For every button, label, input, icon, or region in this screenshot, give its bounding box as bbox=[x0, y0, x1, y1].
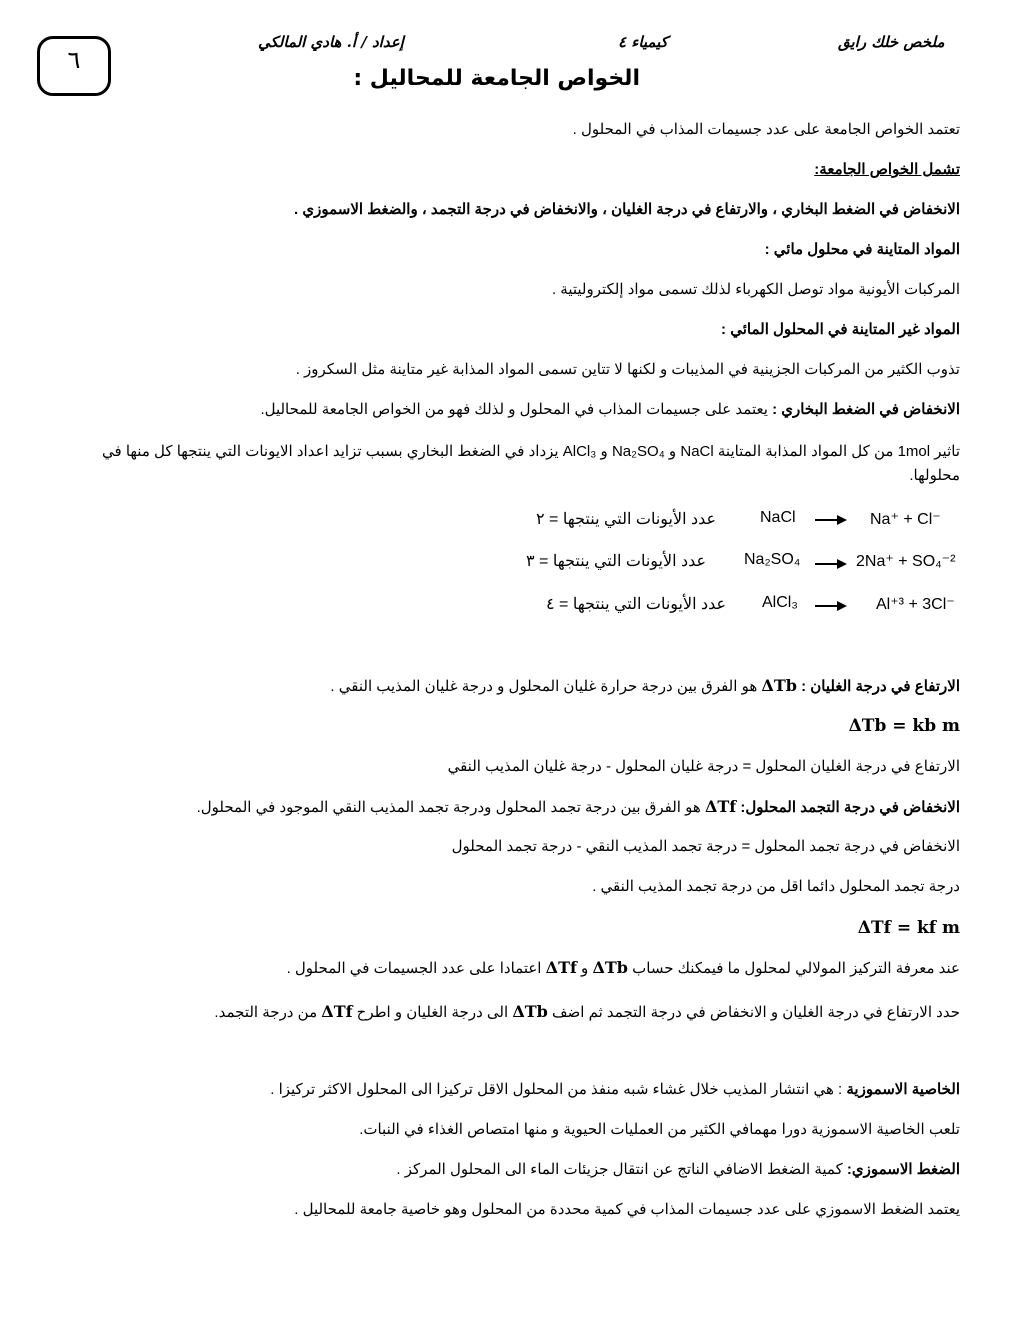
reaction-arrow-icon bbox=[815, 514, 847, 526]
procedure-text-c: من درجة التجمد. bbox=[214, 1004, 322, 1021]
properties-heading: تشمل الخواص الجامعة: bbox=[814, 161, 960, 178]
osmotic-pressure-note: يعتمد الضغط الاسموزي على عدد جسيمات المذاب في كمية محددة من المحلول وهو خاصية جامعة للمحاليل . bbox=[294, 1201, 960, 1218]
osmotic-pressure-line bbox=[396, 1160, 960, 1180]
osmosis-role-line: تلعب الخاصية الاسموزية دورا مهمافي الكثير من العمليات الحيوية و منها امتصاص الغذاء في النبات. bbox=[359, 1121, 960, 1138]
equation-products: Na⁺ + Cl⁻ bbox=[870, 511, 941, 528]
procedure-line bbox=[214, 1002, 960, 1023]
vapor-pressure-definition: يعتمد على جسيمات المذاب في المحلول و لذلك فهو من الخواص الجامعة للمحاليل. bbox=[260, 401, 773, 418]
osmosis-definition: : هي انتشار المذيب خلال غشاء شبه منفذ من المحلول الاقل تركيزا الى المحلول الاكثر تركيزا . bbox=[270, 1081, 847, 1098]
boiling-elevation-relation: الارتفاع في درجة الغليان المحلول = درجة غليان المحلول - درجة غليان المذيب النقي bbox=[447, 758, 960, 775]
delta-tf-symbol: ΔTf bbox=[545, 958, 577, 977]
freezing-point-term: الانخفاض في درجة التجمد المحلول: bbox=[740, 799, 960, 816]
molality-line bbox=[287, 958, 960, 979]
page-title: الخواص الجامعة للمحاليل : bbox=[353, 66, 640, 91]
ion-effect-paragraph: تاثير 1mol من كل المواد المذابة المتاينة NaCl و Na₂SO₄ و AlCl₃ يزداد في الضغط البخاري بسبب تزايد اعداد الايونات التي ينتجها كل منها في محلولها. bbox=[101, 443, 960, 484]
osmotic-pressure-term: الضغط الاسموزي: bbox=[846, 1161, 960, 1178]
molality-text-a: عند معرفة التركيز المولالي لمحلول ما فيمكنك حساب bbox=[627, 960, 960, 977]
freezing-point-definition: هو الفرق بين درجة تجمد المحلول ودرجة تجمد المذيب النقي الموجود في المحلول. bbox=[196, 799, 705, 816]
vapor-pressure-term: الانخفاض في الضغط البخاري : bbox=[772, 401, 960, 418]
reaction-arrow-icon bbox=[815, 600, 847, 612]
nonionized-text: تذوب الكثير من المركبات الجزينية في المذيبات و لكنها لا تتاين تسمى المواد المذابة غير متاينة مثل السكروز . bbox=[295, 361, 960, 378]
intro-line: تعتمد الخواص الجامعة على عدد جسيمات المذاب في المحلول . bbox=[572, 121, 960, 138]
molality-text-c: اعتمادا على عدد الجسيمات في المحلول . bbox=[286, 960, 546, 977]
freezing-point-note: درجة تجمد المحلول دائما اقل من درجة تجمد المذيب النقي . bbox=[592, 878, 960, 895]
equation-products: Al⁺³ + 3Cl⁻ bbox=[876, 596, 955, 613]
ion-count-label: عدد الأيونات التي ينتجها = ٢ bbox=[536, 511, 717, 528]
nonionized-heading: المواد غير المتاينة في المحلول المائي : bbox=[721, 321, 960, 338]
page-number-badge: ٦ bbox=[37, 36, 111, 96]
subject-header: كيمياء ٤ bbox=[618, 33, 668, 51]
boiling-point-line bbox=[330, 676, 960, 697]
ionized-heading: المواد المتاينة في محلول مائي : bbox=[764, 241, 960, 258]
delta-tb-symbol: ΔTb bbox=[761, 676, 797, 695]
vapor-pressure-line bbox=[260, 400, 960, 420]
properties-list: الانخفاض في الضغط البخاري ، والارتفاع في درجة الغليان ، والانخفاض في درجة التجمد ، والضغط الاسموزي . bbox=[294, 201, 960, 218]
boiling-point-definition: هو الفرق بين درجة حرارة غليان المحلول و درجة غليان المذيب النقي . bbox=[330, 678, 762, 695]
ion-count-label: عدد الأيونات التي ينتجها = ٤ bbox=[546, 596, 727, 613]
delta-tb-symbol: ΔTb bbox=[512, 1002, 548, 1021]
equation-products: 2Na⁺ + SO₄⁻² bbox=[856, 553, 956, 570]
equation-reactant: Na₂SO₄ bbox=[744, 551, 801, 568]
delta-tb-symbol: ΔTb bbox=[592, 958, 628, 977]
summary-header: ملخص خلك رايق bbox=[838, 33, 945, 51]
ionized-text: المركبات الأيونية مواد توصل الكهرباء لذلك تسمى مواد إلكتروليتية . bbox=[551, 281, 960, 298]
equation-reactant: AlCl₃ bbox=[762, 594, 798, 611]
procedure-text-b: الى درجة الغليان و اطرح bbox=[352, 1004, 513, 1021]
ion-count-label: عدد الأيونات التي ينتجها = ٣ bbox=[526, 553, 707, 570]
osmosis-line bbox=[270, 1080, 960, 1100]
freezing-point-formula: ΔTf = kf m bbox=[857, 918, 960, 938]
delta-tf-symbol: ΔTf bbox=[321, 1002, 353, 1021]
author-header: إعداد / أ. هادي المالكي bbox=[258, 33, 404, 51]
freezing-depression-relation: الانخفاض في درجة تجمد المحلول = درجة تجمد المذيب النقي - درجة تجمد المحلول bbox=[451, 838, 960, 855]
delta-tf-symbol: ΔTf bbox=[704, 797, 737, 816]
molality-text-b: و bbox=[576, 960, 593, 977]
boiling-point-term: الارتفاع في درجة الغليان : bbox=[801, 678, 960, 695]
procedure-text-a: حدد الارتفاع في درجة الغليان و الانخفاض في درجة التجمد ثم اضف bbox=[547, 1004, 960, 1021]
equation-reactant: NaCl bbox=[760, 509, 796, 526]
osmotic-pressure-definition: كمية الضغط الاضافي الناتج عن انتقال جزيئات الماء الى المحلول المركز . bbox=[396, 1161, 847, 1178]
osmosis-term: الخاصية الاسموزية bbox=[846, 1081, 960, 1098]
freezing-point-line bbox=[197, 797, 960, 818]
boiling-point-formula: ΔTb = kb m bbox=[848, 716, 960, 736]
reaction-arrow-icon bbox=[815, 558, 847, 570]
